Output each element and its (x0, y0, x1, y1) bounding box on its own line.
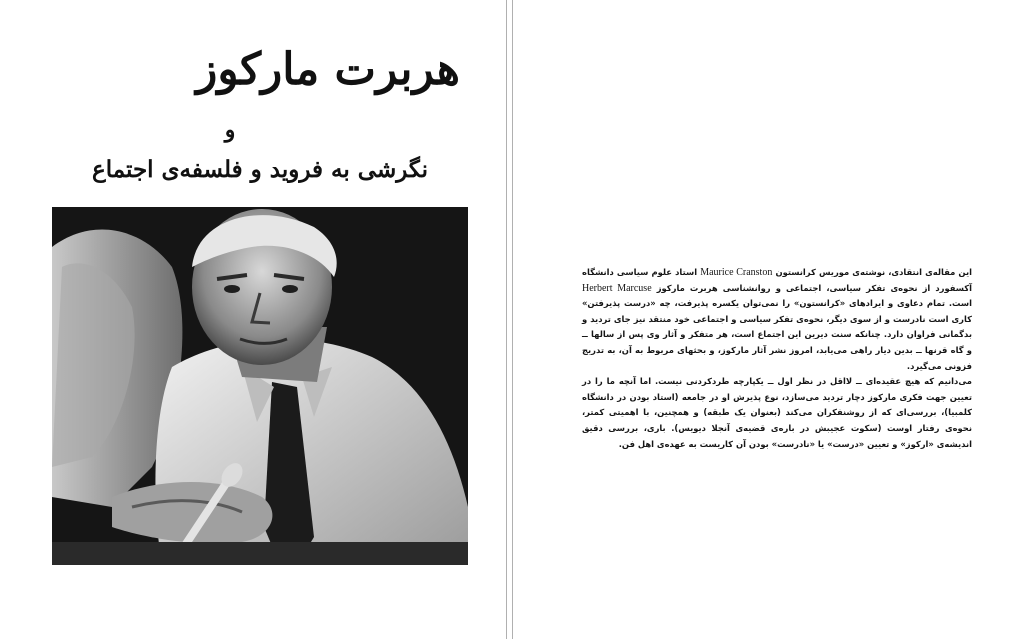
intro-text-part-c: است. تمام دعاوی و ایرادهای «کرانستون» را نمی‌توان یکسره پذیرفت، چه «درست پذیرفتن» کاری است نادرست و از سوی دیگر، نحوه‌ی تفکر سیاسی و اجتماعی خود منتقد نیز جای تردید و بدگمانی فراوان دارد. چنانکه سنت دیرین این اجتماع است، هر متفکر و آثار وی پس از سالها ــ و گاه قرنها ــ بدین دیار راهی می‌یابد، امروز نشر آثار مارکوز، و بحثهای مربوط به آن، به تدریج فزونی می‌گیرد. (582, 298, 972, 371)
intro-text-block (582, 265, 972, 500)
gutter-line-right (512, 0, 513, 639)
book-gutter (505, 0, 514, 639)
title-conjunction: و (224, 117, 236, 143)
intro-paragraph-2: می‌دانیم که هیچ عقیده‌ای ــ لااقل در نظر اول ــ یکپارچه طردکردنی نیست. اما آنچه ما را در تعیین جهت فکری مارکوز دچار تردید می‌سازد، نوع پذیرش او در جامعه (استاد بودن در دانشگاه کلمبیا)، بررسی‌ای که از روشنفکران می‌کند (بعنوان یک طبقه) و همچنین، با اهمیتی کمتر، نحوه‌ی رفتار اوست (سکوت عجیبش در باره‌ی قضیه‌ی آنجلا دیویس). باری، بررسی دقیق اندیشه‌ی «ارکوز» و تعیین «درست» یا «نادرست» بودن آن کاریست به عهده‌ی اهل فن. (582, 376, 972, 449)
subject-name-latin: Herbert Marcuse (582, 282, 652, 294)
intro-text-part-a: این مقاله‌ی انتقادی، نوشته‌ی موریس کرانستون (775, 267, 972, 277)
author-portrait-photo (52, 207, 468, 565)
portrait-illustration (52, 207, 468, 565)
intro-paragraph-1 (582, 265, 972, 374)
intro-text-part-b: استاد علوم سیاسی دانشگاه آکسفورد از نحوه‌ی تفکر سیاسی، اجتماعی و روانشناسی هربرت مارکوز (582, 267, 973, 293)
gutter-line-left (506, 0, 507, 639)
author-name-latin: Maurice Cranston (700, 267, 773, 278)
book-title: هربرت مارکوز (196, 44, 460, 95)
book-subtitle: نگرشی به فروید و فلسفه‌ی اجتماع (91, 156, 429, 183)
